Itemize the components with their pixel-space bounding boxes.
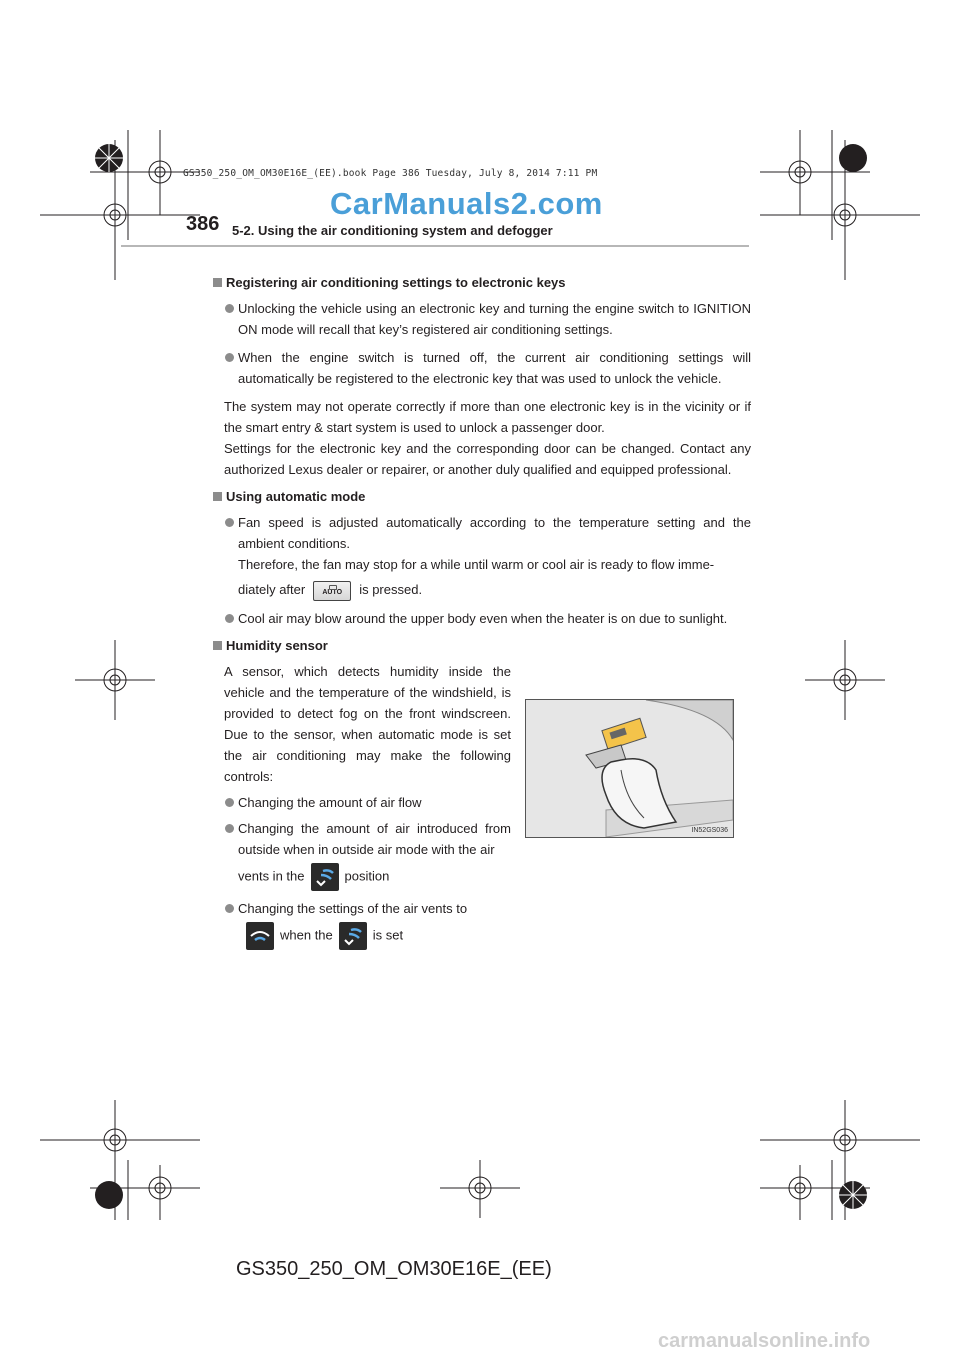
footer-watermark: carmanualsonline.info: [658, 1330, 871, 1352]
book-info-line: GS350_250_OM_OM30E16E_(EE).book Page 386 Tuesday, July 8, 2014 7:11 PM: [183, 168, 598, 179]
paragraph-sensor-intro: A sensor, which detects humidity inside the vehicle and the temperature of the windshield, is provided to detect fog on the front windscreen. Due to the sensor, when automatic mode is set the air conditioning may make the following controls:: [224, 663, 511, 784]
photo-code: IN52GS036: [691, 827, 728, 834]
sensor-mirror-drawing: [526, 700, 733, 837]
bullet-recall-settings: Unlocking the vehicle using an electronic key and turning the engine switch to IGNITION ON mode will recall that key’s registered air conditioning settings.: [213, 298, 751, 340]
bullet-cool-air: Cool air may blow around the upper body even when the heater is on due to sunlight.: [213, 608, 751, 629]
bullet-auto-register: When the engine switch is turned off, the current air conditioning settings will automatically be registered to the electronic key that was used to unlock the vehicle.: [213, 347, 751, 389]
bullet-outside-air: Changing the amount of air introduced from outside when in outside air mode with the air vents in the position: [213, 818, 511, 891]
vent-mode-icon: [339, 922, 367, 950]
heading-registering-settings: Registering air conditioning settings to electronic keys: [213, 272, 751, 293]
main-content: [213, 272, 751, 950]
paragraph-system-note: The system may not operate correctly if more than one electronic key is in the vicinity or if the smart entry & start system is used to unlock a passenger door.: [224, 399, 751, 435]
footer-code: GS350_250_OM_OM30E16E_(EE): [236, 1258, 552, 1280]
paragraph-settings-change: Settings for the electronic key and the corresponding door can be changed. Contact any authorized Lexus dealer or repairer, or another duly qualified and equipped professional.: [224, 441, 751, 477]
header-rule: [121, 245, 749, 247]
bullet-fan-speed: Fan speed is adjusted automatically according to the temperature setting and the ambient conditions. Therefore, the fan may stop for a while until warm or cool air is ready to flow imme- diately after AUTO is pressed.: [213, 512, 751, 601]
square-bullet-icon: [213, 278, 222, 287]
page-number: 386: [186, 213, 220, 235]
bullet-vent-settings: Changing the settings of the air vents to when the is set: [213, 898, 511, 950]
defroster-vent-icon: [246, 922, 274, 950]
bullet-air-flow: Changing the amount of air flow: [213, 792, 511, 813]
section-title: 5-2. Using the air conditioning system and defogger: [232, 223, 553, 238]
watermark-logo: CarManuals2.com: [330, 186, 603, 221]
square-bullet-icon: [213, 492, 222, 501]
vent-mode-icon: [311, 863, 339, 891]
humidity-sensor-illustration: [525, 699, 734, 838]
auto-button-icon: AUTO: [313, 581, 351, 601]
square-bullet-icon: [213, 641, 222, 650]
heading-automatic-mode: Using automatic mode: [213, 486, 751, 507]
heading-humidity-sensor: Humidity sensor: [213, 635, 751, 656]
